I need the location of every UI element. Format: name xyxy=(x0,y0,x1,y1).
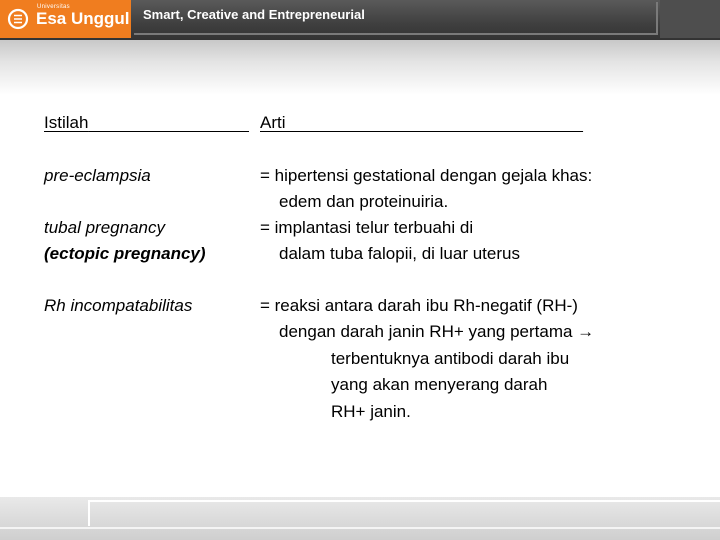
meaning-line: yang akan menyerang darah xyxy=(331,375,548,394)
meaning-line: dengan darah janin RH+ yang pertama → xyxy=(279,322,595,341)
meaning-line: RH+ janin. xyxy=(331,402,411,421)
term-rh-incompatabilitas: Rh incompatabilitas xyxy=(44,296,193,315)
column-header-meaning: Arti xyxy=(260,113,286,132)
footer-line xyxy=(0,527,720,529)
meaning-line: edem dan proteinuiria. xyxy=(279,192,449,211)
logo-name: Esa Unggul xyxy=(36,9,130,28)
meaning-line: terbentuknya antibodi darah ibu xyxy=(331,349,570,368)
term-pre-eclampsia: pre-eclampsia xyxy=(44,166,151,185)
logo-mark-icon xyxy=(7,8,29,30)
header-shadow xyxy=(0,40,720,95)
meaning-line: = reaksi antara darah ibu Rh-negatif (RH-) xyxy=(260,296,578,315)
tagline: Smart, Creative and Entrepreneurial xyxy=(143,7,365,22)
meaning-line: = hipertensi gestational dengan gejala khas: xyxy=(260,166,593,185)
logo-subtitle: Universitas xyxy=(37,4,70,10)
footer-frame xyxy=(88,500,720,526)
meaning-line: dalam tuba falopii, di luar uterus xyxy=(279,244,520,263)
meaning-line: = implantasi telur terbuahi di xyxy=(260,218,474,237)
column-header-term: Istilah xyxy=(44,113,89,132)
term-tubal-pregnancy: tubal pregnancy xyxy=(44,218,165,237)
header-accent xyxy=(660,0,720,38)
university-logo[interactable] xyxy=(0,0,131,38)
term-ectopic-pregnancy: (ectopic pregnancy) xyxy=(44,244,206,263)
